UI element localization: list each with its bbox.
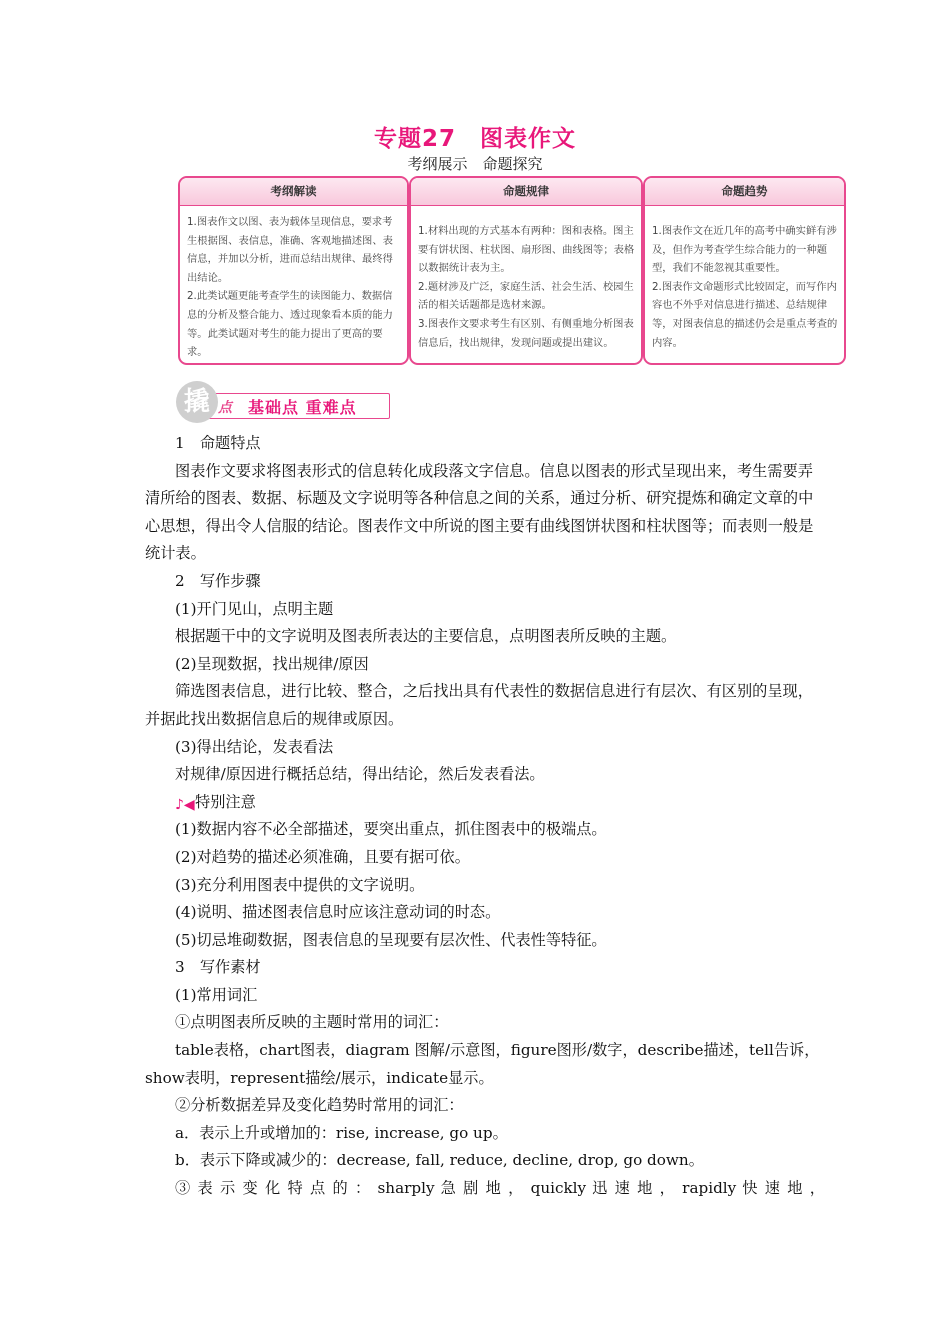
panel-rules [409,176,643,365]
section-heading: 3 写作素材 [175,958,261,977]
page-title: 专题27 图表作文 [373,126,576,152]
panel-heading: 考纲解读 [180,178,407,206]
list-item: a．表示上升或增加的：rise, increase, go up。 [175,1123,508,1142]
section-banner [176,378,396,426]
section-heading: 2 写作步骤 [175,571,261,590]
list-item: b．表示下降或减少的：decrease, fall, reduce, decline, drop, go down。 [175,1151,704,1170]
panel-paragraph: 2.此类试题更能考查学生的读图能力、数据信息的分析及整合能力、透过现象看本质的能力等。此类试题对考生的能力提出了更高的要求。 [187,290,393,359]
banner-circle-icon: 撬 [176,381,218,423]
panel-paragraph: 1.图表作文以图、表为载体呈现信息，要求考生根据图、表信息，准确、客观地描述图、表信息，并加以分析，进而总结出规律、最终得出结论。 [187,216,393,284]
panel-paragraph: 1.图表作文在近几年的高考中确实鲜有涉及，但作为考查学生综合能力的一种题型，我们不能忽视其重要性。 [652,225,837,275]
overview-panels [178,176,846,367]
panel-body [645,206,844,352]
page-subtitle: 考纲展示 命题探究 [407,155,543,173]
subsection-heading: (1)常用词汇 [175,985,258,1004]
paragraph: 根据题干中的文字说明及图表所表达的主要信息，点明图表所反映的主题。 [175,627,677,646]
panel-syllabus [178,176,409,365]
paragraph: 筛选图表信息，进行比较、整合，之后找出具有代表性的数据信息进行有层次、有区别的呈现，并据此找出数据信息后的规律或原因。 [145,682,813,728]
panel-heading: 命题趋势 [645,178,844,206]
attention-item: (1)数据内容不必全部描述，要突出重点，抓住图表中的极端点。 [175,820,607,839]
paragraph: 图表作文要求将图表形式的信息转化成段落文字信息。信息以图表的形式呈现出来，考生需要弄清所给的图表、数据、标题及文字说明等各种信息之间的关系，通过分析、研究提炼和确定文章的中心思想，得出令人信服的结论。图表作文中所说的图主要有曲线图饼状图和柱状图等；而表则一般是统计表。 [145,461,814,563]
panel-paragraph: 1.材料出现的方式基本有两种：图和表格。图主要有饼状图、柱状图、扇形图、曲线图等；表格以数据统计表为主。 [418,225,635,275]
panel-trends [643,176,846,365]
panel-body [411,206,641,352]
panel-paragraph: 2.图表作文命题形式比较固定，而写作内容也不外乎对信息进行描述、总结规律等，对图表信息的描述仍会是重点考查的内容。 [652,280,838,349]
panel-heading: 命题规律 [411,178,641,206]
attention-icon: ♪◀ [175,796,195,813]
panel-paragraph: 3.图表作文要求考生有区别、有侧重地分析图表信息后，找出规律，发现问题或提出建议。 [418,317,634,349]
banner-box [202,393,390,419]
panel-body [180,206,407,362]
step-heading: (3)得出结论，发表看法 [175,737,334,756]
step-heading: (2)呈现数据，找出规律/原因 [175,654,369,673]
attention-item: (5)切忌堆砌数据，图表信息的呈现要有层次性、代表性等特征。 [175,930,607,949]
banner-dian: 点 [218,400,232,416]
attention-item: (2)对趋势的描述必须准确，且要有据可依。 [175,847,470,866]
section-heading: 1 命题特点 [175,434,261,452]
paragraph: table表格，chart图表，diagram 图解/示意图，figure图形/数字，describe描述，tell告诉，show表明，represent描绘/展示，indicate显示。 [145,1041,820,1087]
attention-item: (3)充分利用图表中提供的文字说明。 [175,875,425,894]
list-heading: ①点明图表所反映的主题时常用的词汇： [175,1013,449,1032]
document-body [145,430,825,1203]
attention-item: (4)说明、描述图表信息时应该注意动词的时态。 [175,903,501,922]
list-heading: ②分析数据差异及变化趋势时常用的词汇： [175,1096,464,1115]
banner-title: 基础点 重难点 [248,398,357,417]
paragraph: 对规律/原因进行概括总结，得出结论，然后发表看法。 [175,765,545,784]
attention-heading [145,789,825,817]
step-heading: (1)开门见山，点明主题 [175,599,334,618]
list-item: ③ 表 示 变 化 特 点 的 ： sharply 急 剧 地 ， quickly 迅 速 地 ， rapidly 快 速 地 ， [175,1179,825,1198]
panel-paragraph: 2.题材涉及广泛，家庭生活、社会生活、校园生活的相关话题都是选材来源。 [418,280,634,312]
attention-title: 特别注意 [195,792,256,811]
